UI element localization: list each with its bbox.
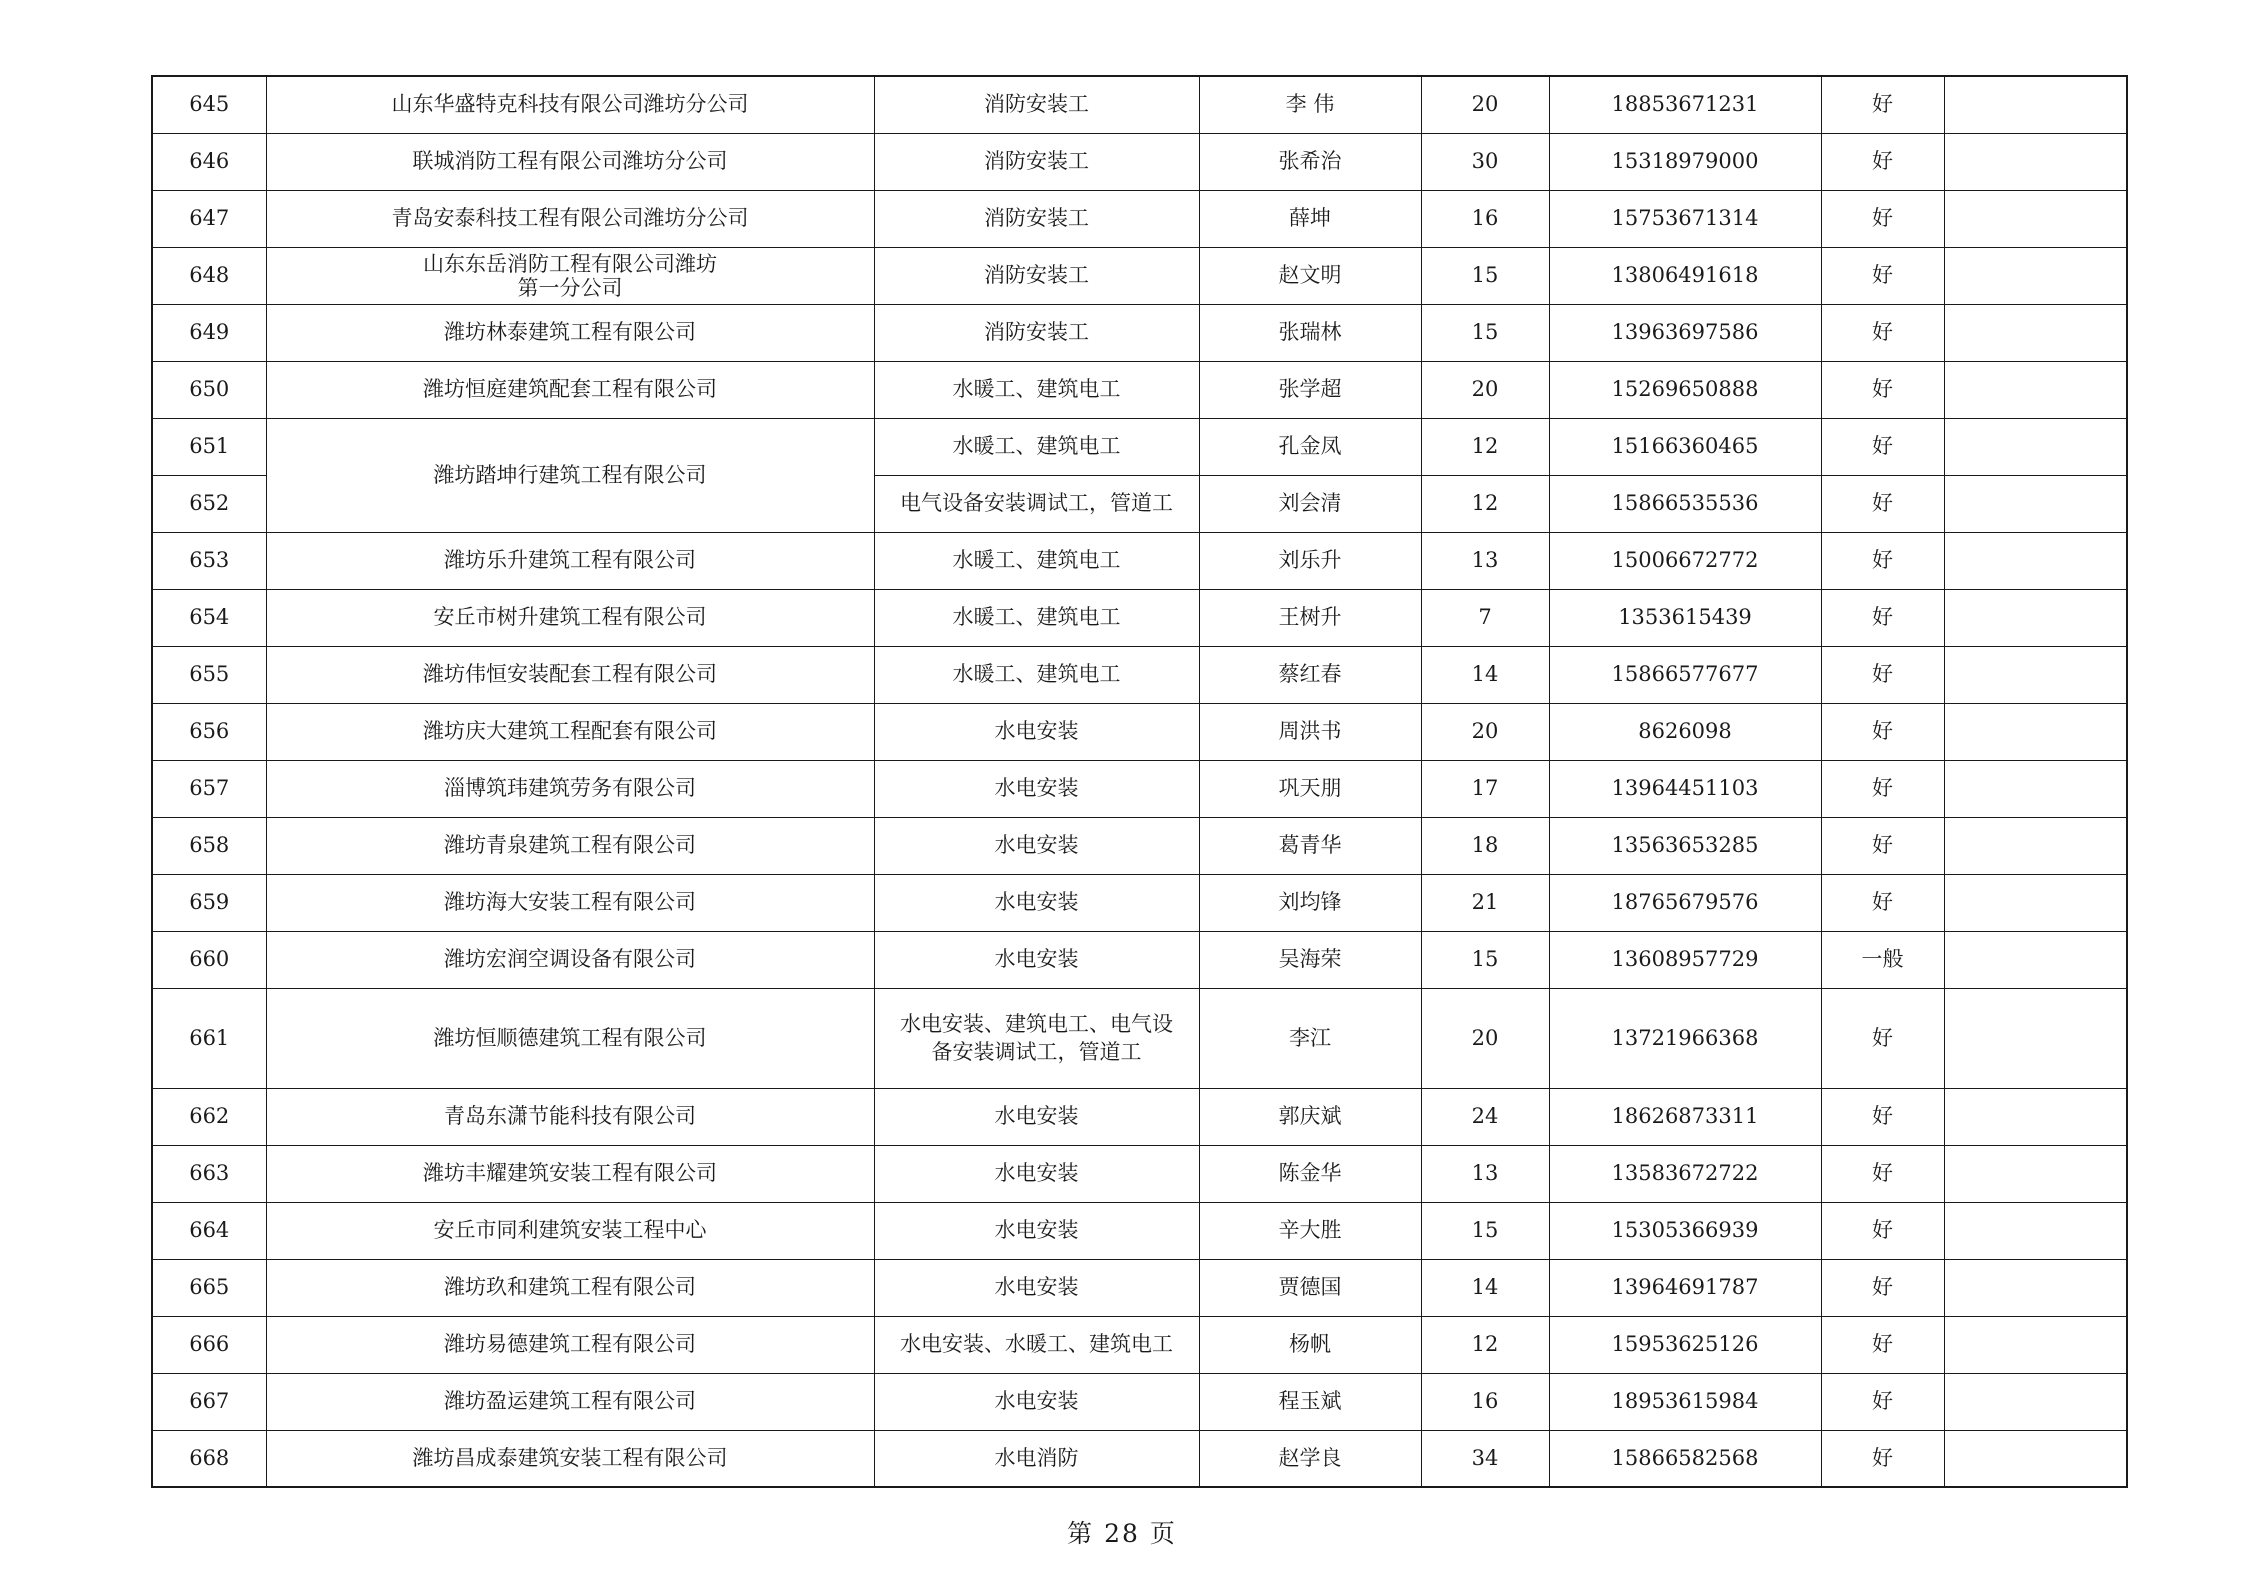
trade-type: 水暖工、建筑电工 xyxy=(874,532,1199,589)
phone-number: 15269650888 xyxy=(1549,361,1821,418)
remark xyxy=(1944,817,2127,874)
row-number: 647 xyxy=(152,190,266,247)
company-name: 潍坊庆大建筑工程配套有限公司 xyxy=(266,703,874,760)
row-number: 656 xyxy=(152,703,266,760)
row-number: 660 xyxy=(152,931,266,988)
remark xyxy=(1944,1373,2127,1430)
company-name: 潍坊乐升建筑工程有限公司 xyxy=(266,532,874,589)
company-name: 安丘市树升建筑工程有限公司 xyxy=(266,589,874,646)
remark xyxy=(1944,1145,2127,1202)
company-name: 潍坊林泰建筑工程有限公司 xyxy=(266,304,874,361)
rating: 好 xyxy=(1821,76,1944,133)
rating: 好 xyxy=(1821,190,1944,247)
worker-count: 14 xyxy=(1421,1259,1549,1316)
phone-number: 13721966368 xyxy=(1549,988,1821,1088)
trade-type: 水电安装 xyxy=(874,703,1199,760)
rating: 一般 xyxy=(1821,931,1944,988)
phone-number: 1353615439 xyxy=(1549,589,1821,646)
contact-person: 王树升 xyxy=(1199,589,1421,646)
row-number: 652 xyxy=(152,475,266,532)
rating: 好 xyxy=(1821,1088,1944,1145)
phone-number: 13583672722 xyxy=(1549,1145,1821,1202)
trade-type: 水暖工、建筑电工 xyxy=(874,646,1199,703)
phone-number: 18626873311 xyxy=(1549,1088,1821,1145)
company-name: 安丘市同利建筑安装工程中心 xyxy=(266,1202,874,1259)
table-row xyxy=(152,703,2127,760)
table-row xyxy=(152,304,2127,361)
table-row xyxy=(152,1430,2127,1487)
remark xyxy=(1944,1259,2127,1316)
contact-person: 周洪书 xyxy=(1199,703,1421,760)
company-name: 潍坊玖和建筑工程有限公司 xyxy=(266,1259,874,1316)
remark xyxy=(1944,133,2127,190)
worker-count: 20 xyxy=(1421,361,1549,418)
phone-number: 15166360465 xyxy=(1549,418,1821,475)
table-row xyxy=(152,1259,2127,1316)
rating: 好 xyxy=(1821,1316,1944,1373)
phone-number: 8626098 xyxy=(1549,703,1821,760)
trade-type: 电气设备安装调试工，管道工 xyxy=(874,475,1199,532)
table-row xyxy=(152,76,2127,133)
trade-type: 消防安装工 xyxy=(874,133,1199,190)
table-row xyxy=(152,1373,2127,1430)
rating: 好 xyxy=(1821,1430,1944,1487)
remark xyxy=(1944,703,2127,760)
phone-number: 18853671231 xyxy=(1549,76,1821,133)
contact-person: 蔡红春 xyxy=(1199,646,1421,703)
contact-person: 杨帆 xyxy=(1199,1316,1421,1373)
worker-count: 15 xyxy=(1421,931,1549,988)
phone-number: 15866577677 xyxy=(1549,646,1821,703)
table-row xyxy=(152,1145,2127,1202)
remark xyxy=(1944,646,2127,703)
phone-number: 13563653285 xyxy=(1549,817,1821,874)
company-name: 潍坊宏润空调设备有限公司 xyxy=(266,931,874,988)
contact-person: 张学超 xyxy=(1199,361,1421,418)
page-number: 第 28 页 xyxy=(1067,1519,1177,1548)
contact-person: 陈金华 xyxy=(1199,1145,1421,1202)
contact-person: 刘会清 xyxy=(1199,475,1421,532)
worker-count: 16 xyxy=(1421,1373,1549,1430)
company-name: 青岛安泰科技工程有限公司潍坊分公司 xyxy=(266,190,874,247)
row-number: 651 xyxy=(152,418,266,475)
company-name-line-2: 第一分公司 xyxy=(517,275,623,300)
remark xyxy=(1944,931,2127,988)
row-number: 649 xyxy=(152,304,266,361)
contact-person: 孔金凤 xyxy=(1199,418,1421,475)
company-name: 青岛东潇节能科技有限公司 xyxy=(266,1088,874,1145)
contact-person: 吴海荣 xyxy=(1199,931,1421,988)
contact-person: 赵学良 xyxy=(1199,1430,1421,1487)
company-name: 潍坊昌成泰建筑安装工程有限公司 xyxy=(266,1430,874,1487)
worker-count: 14 xyxy=(1421,646,1549,703)
row-number: 668 xyxy=(152,1430,266,1487)
remark xyxy=(1944,589,2127,646)
table-row xyxy=(152,988,2127,1088)
remark xyxy=(1944,1088,2127,1145)
company-name: 潍坊易德建筑工程有限公司 xyxy=(266,1316,874,1373)
company-name: 潍坊盈运建筑工程有限公司 xyxy=(266,1373,874,1430)
worker-count: 18 xyxy=(1421,817,1549,874)
company-name: 潍坊青泉建筑工程有限公司 xyxy=(266,817,874,874)
remark xyxy=(1944,76,2127,133)
worker-count: 15 xyxy=(1421,304,1549,361)
worker-count: 13 xyxy=(1421,1145,1549,1202)
trade-type: 消防安装工 xyxy=(874,190,1199,247)
rating: 好 xyxy=(1821,589,1944,646)
trade-type xyxy=(874,988,1199,1088)
row-number: 658 xyxy=(152,817,266,874)
rating: 好 xyxy=(1821,361,1944,418)
phone-number: 13963697586 xyxy=(1549,304,1821,361)
phone-number: 15753671314 xyxy=(1549,190,1821,247)
remark xyxy=(1944,190,2127,247)
worker-count: 13 xyxy=(1421,532,1549,589)
company-name: 潍坊海大安装工程有限公司 xyxy=(266,874,874,931)
contact-person: 薛坤 xyxy=(1199,190,1421,247)
trade-type: 水电安装 xyxy=(874,1373,1199,1430)
rating: 好 xyxy=(1821,304,1944,361)
company-name: 潍坊恒顺德建筑工程有限公司 xyxy=(266,988,874,1088)
remark xyxy=(1944,1430,2127,1487)
table-row xyxy=(152,133,2127,190)
worker-count: 20 xyxy=(1421,988,1549,1088)
phone-number: 15318979000 xyxy=(1549,133,1821,190)
table-row xyxy=(152,589,2127,646)
table-row xyxy=(152,1202,2127,1259)
row-number: 663 xyxy=(152,1145,266,1202)
worker-count: 12 xyxy=(1421,1316,1549,1373)
table-row xyxy=(152,874,2127,931)
table-row xyxy=(152,532,2127,589)
phone-number: 13964691787 xyxy=(1549,1259,1821,1316)
rating: 好 xyxy=(1821,1259,1944,1316)
trade-type: 水电安装 xyxy=(874,1259,1199,1316)
remark xyxy=(1944,1202,2127,1259)
contact-person: 刘乐升 xyxy=(1199,532,1421,589)
phone-number: 15305366939 xyxy=(1549,1202,1821,1259)
company-name: 潍坊伟恒安装配套工程有限公司 xyxy=(266,646,874,703)
row-number: 664 xyxy=(152,1202,266,1259)
trade-type-line-1: 水电安装、建筑电工、电气设 xyxy=(900,1012,1173,1036)
contact-person: 辛大胜 xyxy=(1199,1202,1421,1259)
trade-type: 水电安装、水暖工、建筑电工 xyxy=(874,1316,1199,1373)
worker-count: 24 xyxy=(1421,1088,1549,1145)
remark xyxy=(1944,1316,2127,1373)
row-number: 657 xyxy=(152,760,266,817)
remark xyxy=(1944,304,2127,361)
rating: 好 xyxy=(1821,703,1944,760)
table-row xyxy=(152,190,2127,247)
remark xyxy=(1944,361,2127,418)
trade-type: 水电安装 xyxy=(874,760,1199,817)
table-row xyxy=(152,418,2127,475)
rating: 好 xyxy=(1821,988,1944,1088)
remark xyxy=(1944,874,2127,931)
row-number: 665 xyxy=(152,1259,266,1316)
table-row xyxy=(152,361,2127,418)
worker-count: 17 xyxy=(1421,760,1549,817)
worker-count: 16 xyxy=(1421,190,1549,247)
contact-person: 巩天朋 xyxy=(1199,760,1421,817)
rating: 好 xyxy=(1821,1145,1944,1202)
phone-number: 13608957729 xyxy=(1549,931,1821,988)
phone-number: 13806491618 xyxy=(1549,247,1821,304)
rating: 好 xyxy=(1821,874,1944,931)
rating: 好 xyxy=(1821,760,1944,817)
worker-count: 20 xyxy=(1421,703,1549,760)
remark xyxy=(1944,988,2127,1088)
company-name: 潍坊丰耀建筑安装工程有限公司 xyxy=(266,1145,874,1202)
trade-type: 消防安装工 xyxy=(874,76,1199,133)
table-row xyxy=(152,646,2127,703)
worker-count: 34 xyxy=(1421,1430,1549,1487)
phone-number: 13964451103 xyxy=(1549,760,1821,817)
rating: 好 xyxy=(1821,1373,1944,1430)
rating: 好 xyxy=(1821,418,1944,475)
phone-number: 15953625126 xyxy=(1549,1316,1821,1373)
trade-type: 水暖工、建筑电工 xyxy=(874,418,1199,475)
trade-type: 水电安装 xyxy=(874,1202,1199,1259)
trade-type: 水电安装 xyxy=(874,817,1199,874)
contact-person: 李 伟 xyxy=(1199,76,1421,133)
contact-person: 贾德国 xyxy=(1199,1259,1421,1316)
contact-person: 郭庆斌 xyxy=(1199,1088,1421,1145)
trade-type: 水暖工、建筑电工 xyxy=(874,361,1199,418)
row-number: 648 xyxy=(152,247,266,304)
trade-type: 消防安装工 xyxy=(874,247,1199,304)
contact-person: 赵文明 xyxy=(1199,247,1421,304)
rating: 好 xyxy=(1821,532,1944,589)
company-name-line-1: 山东东岳消防工程有限公司潍坊 xyxy=(423,251,717,276)
row-number: 666 xyxy=(152,1316,266,1373)
contact-person: 张希治 xyxy=(1199,133,1421,190)
worker-count: 20 xyxy=(1421,76,1549,133)
company-name: 潍坊踏坤行建筑工程有限公司 xyxy=(266,418,874,532)
row-number: 667 xyxy=(152,1373,266,1430)
rating: 好 xyxy=(1821,247,1944,304)
worker-count: 30 xyxy=(1421,133,1549,190)
remark xyxy=(1944,247,2127,304)
table-row xyxy=(152,760,2127,817)
remark xyxy=(1944,475,2127,532)
trade-type: 水电安装 xyxy=(874,931,1199,988)
row-number: 650 xyxy=(152,361,266,418)
row-number: 655 xyxy=(152,646,266,703)
worker-count: 12 xyxy=(1421,475,1549,532)
trade-type: 消防安装工 xyxy=(874,304,1199,361)
row-number: 645 xyxy=(152,76,266,133)
table-row xyxy=(152,931,2127,988)
row-number: 646 xyxy=(152,133,266,190)
table-row xyxy=(152,1088,2127,1145)
phone-number: 15866582568 xyxy=(1549,1430,1821,1487)
contact-person: 葛青华 xyxy=(1199,817,1421,874)
rating: 好 xyxy=(1821,133,1944,190)
table-row xyxy=(152,817,2127,874)
worker-count: 15 xyxy=(1421,1202,1549,1259)
remark xyxy=(1944,532,2127,589)
rating: 好 xyxy=(1821,817,1944,874)
row-number: 662 xyxy=(152,1088,266,1145)
row-number: 654 xyxy=(152,589,266,646)
phone-number: 15006672772 xyxy=(1549,532,1821,589)
rating: 好 xyxy=(1821,475,1944,532)
worker-count: 21 xyxy=(1421,874,1549,931)
table-row xyxy=(152,247,2127,304)
remark xyxy=(1944,760,2127,817)
contractor-table xyxy=(151,75,2128,1488)
trade-type: 水电消防 xyxy=(874,1430,1199,1487)
phone-number: 18953615984 xyxy=(1549,1373,1821,1430)
remark xyxy=(1944,418,2127,475)
contact-person: 张瑞林 xyxy=(1199,304,1421,361)
worker-count: 12 xyxy=(1421,418,1549,475)
trade-type: 水暖工、建筑电工 xyxy=(874,589,1199,646)
company-name xyxy=(266,247,874,304)
trade-type: 水电安装 xyxy=(874,1088,1199,1145)
company-name: 山东华盛特克科技有限公司潍坊分公司 xyxy=(266,76,874,133)
trade-type: 水电安装 xyxy=(874,1145,1199,1202)
row-number: 659 xyxy=(152,874,266,931)
worker-count: 7 xyxy=(1421,589,1549,646)
company-name: 联城消防工程有限公司潍坊分公司 xyxy=(266,133,874,190)
company-name: 潍坊恒庭建筑配套工程有限公司 xyxy=(266,361,874,418)
rating: 好 xyxy=(1821,646,1944,703)
contact-person: 李江 xyxy=(1199,988,1421,1088)
rating: 好 xyxy=(1821,1202,1944,1259)
trade-type-line-2: 备安装调试工，管道工 xyxy=(931,1040,1142,1064)
row-number: 653 xyxy=(152,532,266,589)
phone-number: 18765679576 xyxy=(1549,874,1821,931)
worker-count: 15 xyxy=(1421,247,1549,304)
row-number: 661 xyxy=(152,988,266,1088)
table-row xyxy=(152,1316,2127,1373)
contact-person: 刘均锋 xyxy=(1199,874,1421,931)
contact-person: 程玉斌 xyxy=(1199,1373,1421,1430)
company-name: 淄博筑玮建筑劳务有限公司 xyxy=(266,760,874,817)
phone-number: 15866535536 xyxy=(1549,475,1821,532)
trade-type: 水电安装 xyxy=(874,874,1199,931)
